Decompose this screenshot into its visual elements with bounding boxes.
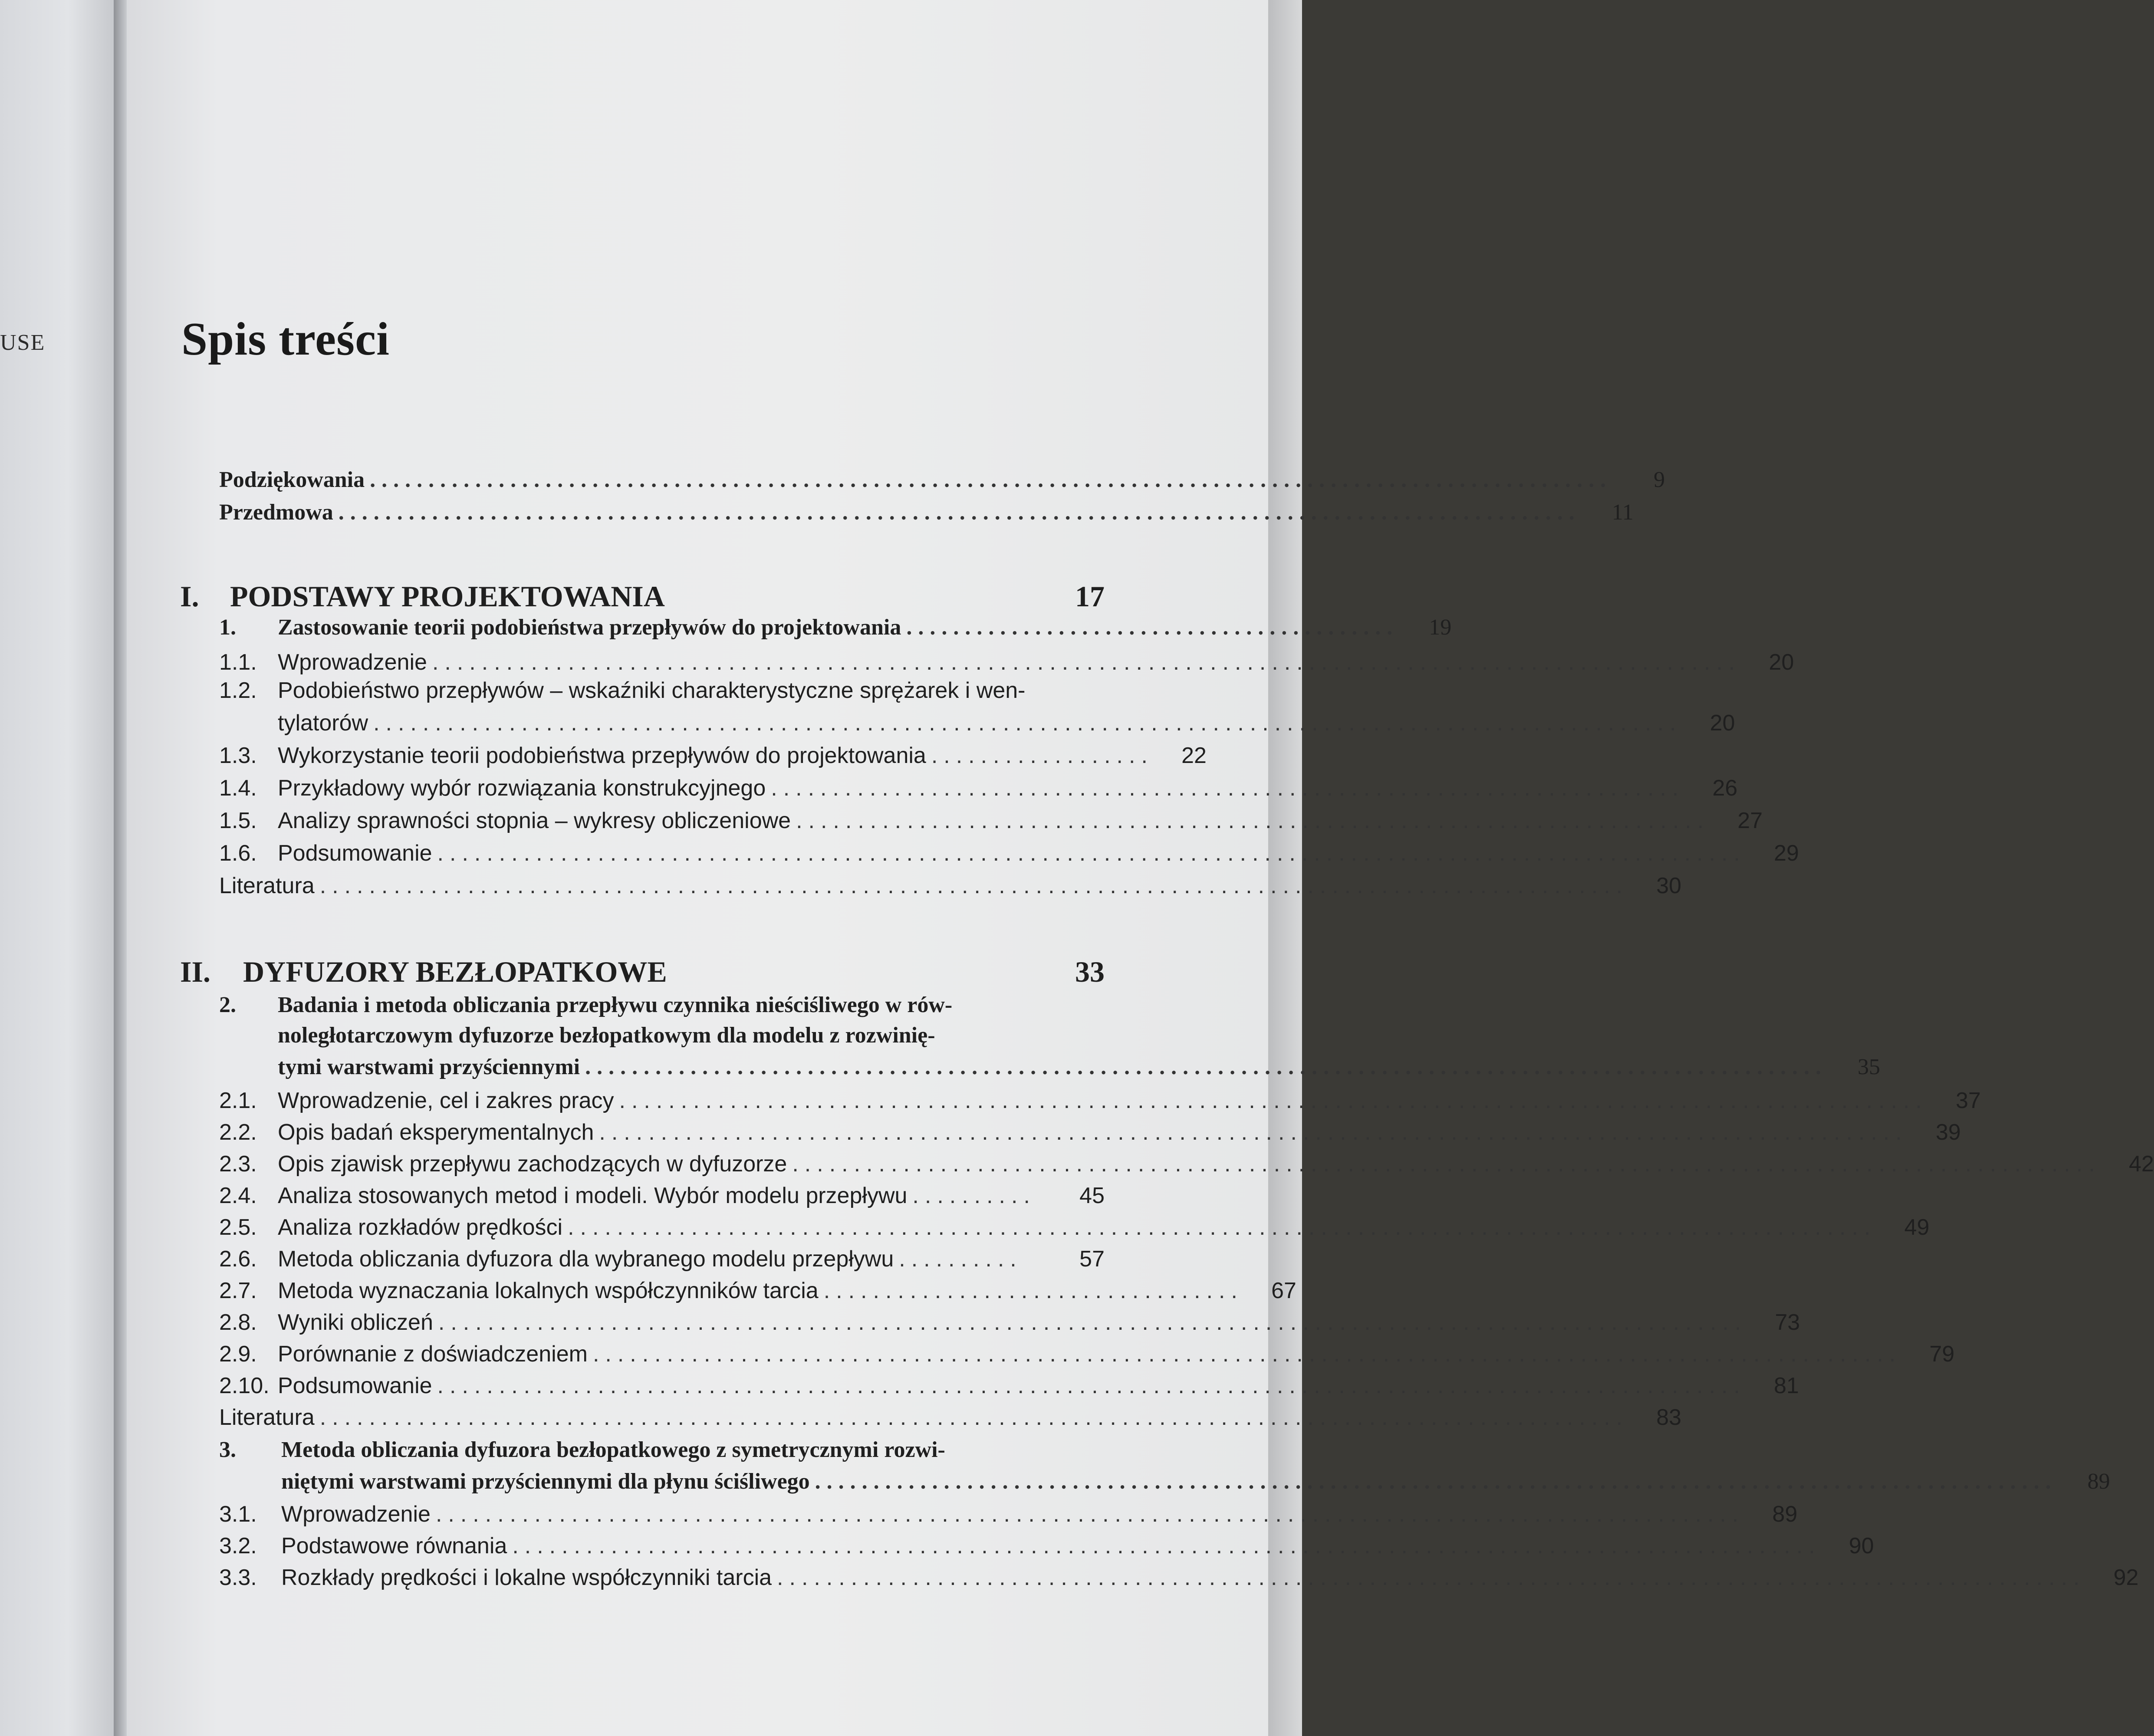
toc-literature (219, 1404, 1682, 1431)
chapter-number: 2. (219, 993, 236, 1017)
part-number: II. (180, 955, 210, 988)
toc-page-number: 89 (1772, 1502, 1798, 1527)
toc-page-number: 42 (2128, 1151, 2154, 1177)
toc-leader-dots: .......................................................................... (796, 808, 1710, 833)
toc-leader-dots: .......................................................................................................... (599, 1120, 1908, 1145)
toc-section (219, 1309, 1800, 1336)
toc-entry-label: Przedmowa (219, 500, 333, 525)
toc-leader-dots: .......................................................................................................... (777, 1565, 2086, 1590)
section-number: 2.5. (219, 1215, 257, 1240)
toc-part-heading (180, 955, 1105, 989)
chapter-title: niętymi warstwami przyściennymi dla płynu ściśliwego (281, 1469, 810, 1494)
part-page-number: 17 (1075, 580, 1105, 613)
chapter-title: tymi warstwami przyściennymi (278, 1055, 580, 1079)
toc-section (219, 775, 1738, 802)
part-number: I. (180, 580, 199, 613)
toc-section (219, 1277, 1296, 1304)
section-title: Analiza rozkładów prędkości (278, 1215, 563, 1240)
section-number: 2.3. (219, 1151, 257, 1177)
chapter-number: 3. (219, 1437, 236, 1462)
toc-leader-dots: .......................................................................................................... (619, 1088, 1928, 1113)
section-number: 1.1. (219, 650, 257, 675)
section-number: 2.6. (219, 1246, 257, 1272)
toc-leader-dots: .......................................................................................................... (319, 1405, 1629, 1430)
chapter-title: Zastosowanie teorii podobieństwa przepływów do projektowania (278, 615, 901, 640)
toc-page-number: 90 (1848, 1533, 1874, 1558)
toc-section-number: 1.2. (219, 678, 257, 703)
toc-page-number: 9 (1654, 467, 1665, 492)
toc-section (219, 1341, 1955, 1368)
section-title: Wprowadzenie (278, 650, 427, 675)
section-number: 2.10. (219, 1373, 270, 1398)
toc-leader-dots: .......................................................................................................... (585, 1055, 1828, 1079)
section-number: 2.4. (219, 1183, 257, 1208)
section-number: 2.1. (219, 1088, 257, 1113)
chapter-title-line: Metoda obliczania dyfuzora bezłopatkowego z symetrycznymi rozwi- (281, 1437, 945, 1462)
left-page (0, 0, 114, 1736)
part-title: PODSTAWY PROJEKTOWANIA (230, 580, 665, 613)
toc-leader-dots: .......................................... (906, 615, 1399, 640)
section-number: 2.9. (219, 1341, 257, 1367)
toc-section (219, 1372, 1799, 1399)
toc-page-number: 11 (1611, 500, 1634, 525)
toc-leader-dots: .......................................................................................................... (512, 1533, 1821, 1558)
section-number: 2.8. (219, 1310, 257, 1335)
toc-page-number: 27 (1737, 808, 1763, 833)
toc-leader-dots: .......................................................................................................... (592, 1341, 1902, 1367)
toc-page-number: 37 (1956, 1088, 1981, 1113)
section-title: Podsumowanie (278, 841, 432, 866)
section-title: Rozkłady prędkości i lokalne współczynniki tarcia (281, 1565, 772, 1590)
toc-section (219, 1214, 1930, 1241)
section-number: 2.7. (219, 1278, 257, 1303)
section-number: 3.1. (219, 1502, 257, 1527)
toc-page-number: 83 (1656, 1405, 1682, 1430)
toc-chapter-continuation (281, 1468, 2110, 1495)
section-number: 3.2. (219, 1533, 257, 1558)
toc-section (219, 742, 1207, 769)
section-title: Wprowadzenie, cel i zakres pracy (278, 1088, 614, 1113)
toc-page-number: 35 (1858, 1055, 1881, 1079)
toc-section (219, 649, 1794, 676)
toc-section (219, 1151, 2154, 1177)
toc-section-continuation (278, 710, 1735, 736)
toc-leader-dots: .......................................................................................................... (437, 1373, 1746, 1398)
toc-chapter-continuation (278, 1054, 1881, 1081)
section-title: Analizy sprawności stopnia – wykresy obliczeniowe (278, 808, 791, 833)
toc-section (219, 1532, 1874, 1559)
section-title: Wykorzystanie teorii podobieństwa przepływów do projektowania (278, 743, 926, 768)
toc-section (219, 1246, 1105, 1272)
book-gutter (114, 0, 127, 1736)
toc-page-number: 49 (1904, 1215, 1930, 1240)
section-title: Wyniki obliczeń (278, 1310, 433, 1335)
toc-leader-dots: .......... (899, 1246, 1023, 1272)
section-number: 2.2. (219, 1120, 257, 1145)
toc-section (219, 840, 1799, 867)
toc-part-heading (180, 579, 1105, 614)
toc-page-number: 92 (2113, 1565, 2139, 1590)
section-number: 1.4. (219, 776, 257, 801)
chapter-title-line: noległotarczowym dyfuzorze bezłopatkowym dla modelu z rozwinię- (278, 1023, 935, 1048)
toc-page-number: 73 (1775, 1310, 1800, 1335)
section-number: 1.5. (219, 808, 257, 833)
toc-section (219, 1119, 1961, 1146)
toc-page-number: 19 (1429, 615, 1452, 640)
toc-entry (219, 499, 1634, 526)
toc-page-number: 20 (1769, 650, 1794, 675)
toc-leader-dots: .......................................................................................................... (435, 1502, 1745, 1527)
part-title: DYFUZORY BEZŁOPATKOWE (243, 955, 667, 988)
section-number: 3.3. (219, 1565, 257, 1590)
left-page-text-fragment: USE (0, 330, 46, 355)
section-title: Podstawowe równania (281, 1533, 507, 1558)
toc-leader-dots: .......................................................................................................... (432, 650, 1741, 675)
part-page-number: 33 (1075, 955, 1105, 988)
toc-entry (219, 467, 1665, 493)
section-title: Porównanie z doświadczeniem (278, 1341, 588, 1367)
section-title: Wprowadzenie (281, 1502, 431, 1527)
toc-section (219, 1182, 1105, 1209)
toc-section (219, 807, 1763, 834)
toc-page-number: 22 (1181, 743, 1207, 768)
toc-section (219, 1501, 1798, 1528)
toc-leader-dots: .......................................................................................................... (568, 1215, 1877, 1240)
toc-leader-dots: .......................................................................................................... (319, 873, 1629, 898)
section-title: Analiza stosowanych metod i modeli. Wybór modelu przepływu (278, 1183, 908, 1208)
toc-page-number: 81 (1774, 1373, 1799, 1398)
toc-entry-label: Podziękowania (219, 467, 365, 492)
toc-leader-dots: .......................................................................... (771, 776, 1685, 801)
toc-page-number: 67 (1271, 1278, 1296, 1303)
toc-page-number: 30 (1656, 873, 1682, 898)
toc-leader-dots: .......................................................................................................... (437, 841, 1746, 866)
literature-label: Literatura (219, 1405, 315, 1430)
section-title: tylatorów (278, 710, 368, 736)
section-number: 1.6. (219, 841, 257, 866)
section-title: Metoda obliczania dyfuzora dla wybranego modelu przepływu (278, 1246, 894, 1272)
toc-page-number: 29 (1774, 841, 1799, 866)
toc-literature (219, 872, 1682, 899)
toc-page-number: 39 (1935, 1120, 1961, 1145)
toc-chapter (219, 614, 1452, 641)
literature-label: Literatura (219, 873, 315, 898)
chapter-number: 1. (219, 615, 236, 640)
toc-page-number: 57 (1079, 1246, 1105, 1272)
toc-leader-dots: .......................................................................................................... (438, 1310, 1747, 1335)
toc-leader-dots: .......................................................................................................... (338, 500, 1581, 525)
toc-page-number: 20 (1710, 710, 1735, 736)
chapter-title-line: Badania i metoda obliczania przepływu czynnika nieściśliwego w rów- (278, 993, 953, 1017)
toc-section-title-line: Podobieństwo przepływów – wskaźniki charakterystyczne sprężarek i wen- (278, 678, 1026, 703)
toc-leader-dots: .......................................................................................................... (792, 1151, 2101, 1177)
toc-page-number: 89 (2087, 1469, 2110, 1494)
section-title: Metoda wyznaczania lokalnych współczynników tarcia (278, 1278, 819, 1303)
toc-section (219, 1564, 2139, 1591)
toc-leader-dots: .......................................................................................................... (370, 467, 1612, 492)
section-title: Przykładowy wybór rozwiązania konstrukcyjnego (278, 776, 766, 801)
page-title: Spis treści (181, 313, 390, 365)
toc-leader-dots: .......... (912, 1183, 1036, 1208)
toc-page-number: 79 (1929, 1341, 1955, 1367)
toc-leader-dots: .......................................................................................................... (373, 710, 1682, 736)
section-title: Opis zjawisk przepływu zachodzących w dyfuzorze (278, 1151, 787, 1177)
section-number: 1.3. (219, 743, 257, 768)
toc-page-number: 45 (1079, 1183, 1105, 1208)
toc-leader-dots: .......................................................................................................... (815, 1469, 2057, 1494)
toc-section (219, 1087, 1981, 1114)
toc-leader-dots: .................................. (823, 1278, 1243, 1303)
toc-leader-dots: .................. (931, 743, 1154, 768)
section-title: Podsumowanie (278, 1373, 432, 1398)
toc-page-number: 26 (1712, 776, 1738, 801)
section-title: Opis badań eksperymentalnych (278, 1120, 594, 1145)
